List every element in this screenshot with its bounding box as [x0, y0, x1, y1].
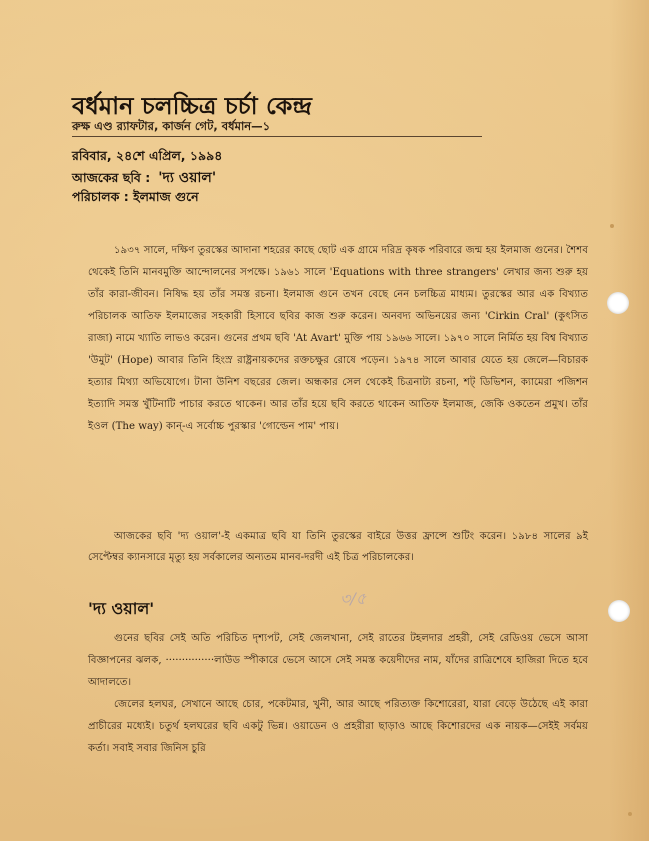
section-heading: 'দ্য ওয়াল'	[88, 599, 155, 618]
punch-hole	[607, 292, 629, 314]
organization-title: বর্ধমান চলচ্চিত্র চর্চা কেন্দ্র	[72, 92, 312, 120]
director-line: পরিচালক : ইলমাজ গুনে	[72, 189, 199, 204]
director-biography: ১৯৩৭ সালে, দক্ষিণ তুরস্কের আদানা শহরের কাছে ছোট এক গ্রামে দরিদ্র কৃষক পরিবারে জন্ম হয় ইলমাজ গুনের। শৈশব থেকেই তিনি মানবমুক্তি আন্দোলনের সপক্ষে। ১৯৬১ সালে 'Equations with three strangers' লেখার জন্য শুরু হয় তাঁর কারা-জীবন। নিষিদ্ধ হয় তাঁর সমস্ত রচনা। ইলমাজ গুনে তখন বেছে নেন চলচ্চিত্র মাধ্যম। তুরস্কের আর এক বিখ্যাত পরিচালক আতিফ ইলমাজের সহকারী হিসাবে ছবির কাজ শুরু করেন। অনবদ্য অভিনয়ের জন্য 'Cirkin Cral' (কুৎসিত রাজা) নামে খ্যাতি লাভও করেন। গুনের প্রথম ছবি 'At Avart' মুক্তি পায় ১৯৬৬ সালে। ১৯৭০ সালে নির্মিত হয় বিশ্ব বিখ্যাত 'উমুট' (Hope) আবার তিনি হিংস্র রাষ্ট্রনায়কদের রক্তচক্ষুর রোষে পড়েন। ১৯৭৪ সালে আবার যেতে হয় জেলে—বিচারক হত্যার মিথ্যা অভিযোগে। টানা উনিশ বছরের জেল। অন্ধকার সেল থেকেই চিত্রনাট্য রচনা, শট্ ডিভিশন, ক্যামেরা পজিশন ইত্যাদি সমস্ত খুঁটিনাটি পাচার করতে থাকেন। আর তাঁর হয়ে ছবি করতে থাকেন আতিফ ইলমাজ, জেকি ওকতেন প্রমুখ। তাঁর ইওল (The way) কান্-এ সর্বোচ্চ পুরস্কার 'গোল্ডেন পাম' পায়।	[88, 245, 588, 432]
paper-edge-shadow	[609, 0, 649, 841]
handwritten-annotation: ৩/৫	[340, 589, 367, 608]
film-label: আজকের ছবি :	[72, 170, 151, 185]
header-divider	[72, 136, 482, 137]
film-line	[72, 166, 216, 190]
synopsis-paragraph: গুনের ছবির সেই অতি পরিচিত দৃশ্যপট, সেই জেলখানা, সেই রাতের টহলদার প্রহরী, সেই রেডিওয় ভেসে আসা বিজ্ঞাপনের ঝলক, ···············লাউড স্পীকারে ভেসে আসে সেই সমস্ত কয়েদীদের নাম, যাঁদের রাত্রিশেষে হাজিরা দিতে হবে আদালতে।	[88, 633, 588, 688]
film-note: আজকের ছবি 'দ্য ওয়াল'-ই একমাত্র ছবি যা তিনি তুরস্কের বাইরে উত্তর ফ্রান্সে শুটিং করেন। ১৯৮৪ সালের ৯ই সেপ্টেম্বর ক্যানসারে মৃত্যু হয় সর্বকালের অন্যতম মানব-দরদী এই চিত্র পরিচালকের।	[88, 531, 588, 563]
screening-date: রবিবার, ২৪শে এপ্রিল, ১৯৯৪	[72, 148, 223, 163]
paper-speck	[628, 812, 632, 816]
synopsis-paragraph: জেলের হলঘর, সেখানে আছে চোর, পকেটমার, খুনী, আর আছে পরিত্যক্ত কিশোরেরা, যারা বেড়ে উঠেছে এই কারা প্রাচীরের মধ্যেই। চতুর্থ হলঘরের ছবি একটু ভিন্ন। ওয়াডেন ও প্রহরীরা ছাড়াও আছে কিশোরদের এক নায়ক—সেইই সর্বময় কর্তা। সবাই সবার জিনিস চুরি	[88, 699, 588, 754]
organization-address: রুক্ষ এণ্ড র‍্যাফটার, কার্জন গেট, বর্ধমান—১	[72, 119, 271, 133]
film-name: 'দ্য ওয়াল'	[158, 170, 217, 186]
paper-speck	[610, 224, 614, 228]
punch-hole	[608, 600, 630, 622]
